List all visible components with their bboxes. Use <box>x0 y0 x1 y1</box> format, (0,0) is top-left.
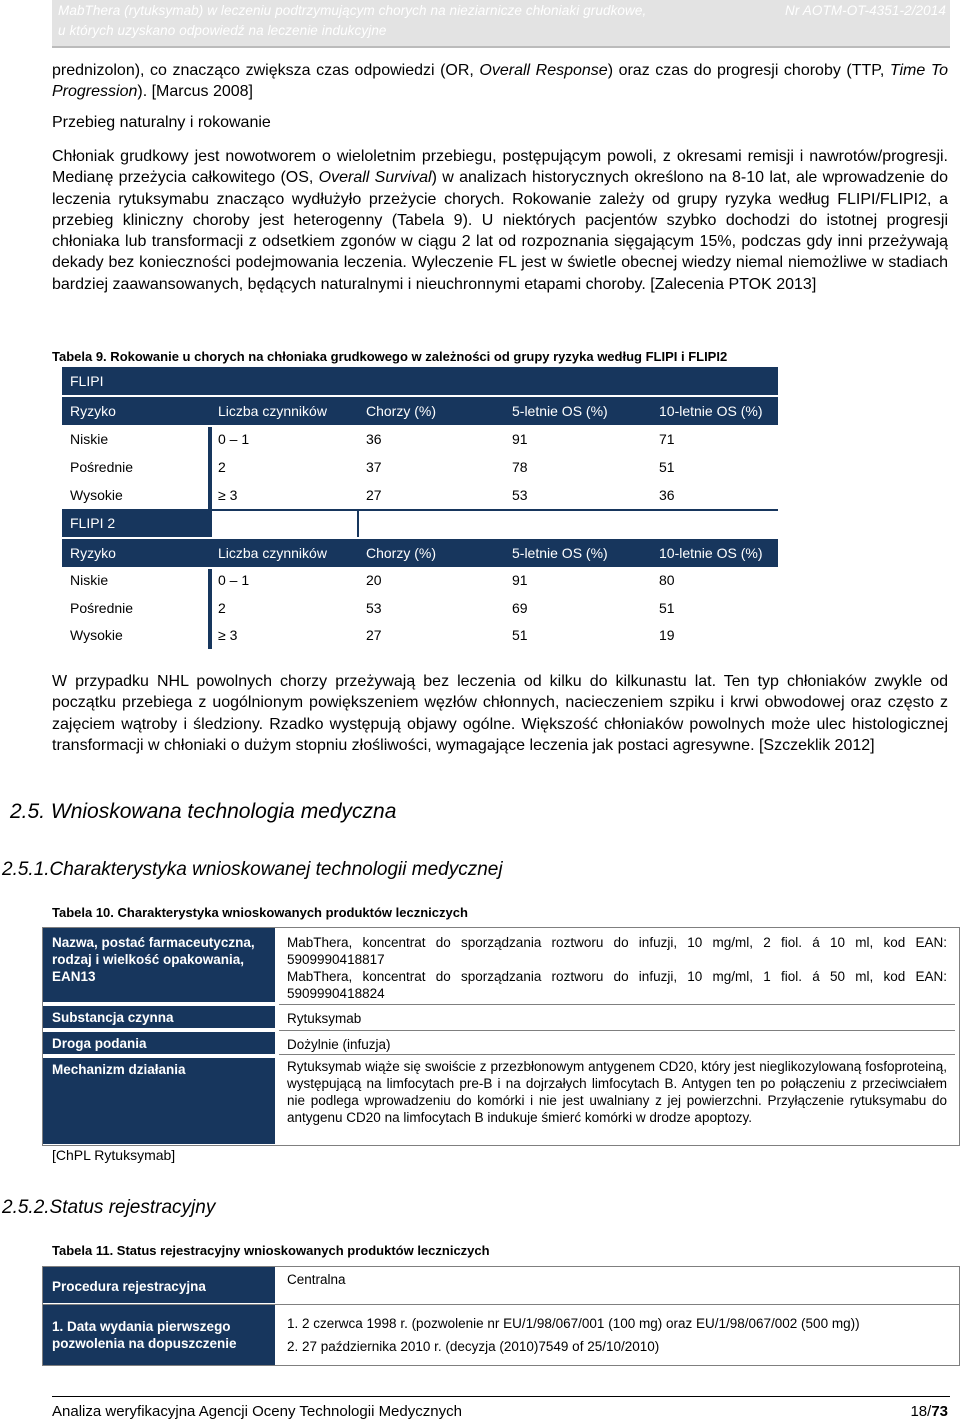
course-paragraph: Chłoniak grudkowy jest nowotworem o wieloletnim przebiegu, postępującym powoli, z okresami remisji i nawrotów/progresji. Medianę przeżycia całkowitego (OS, Overall Survival) w analizach historycznych określono na 8-10 lat, ale wprowadzenie do leczenia rytuksymabu znacząco wydłużyło przeżycie chorych. Rokowanie zależy od grupy ryzyka według FLIPI/FLIPI2, a przebieg kliniczny choroby jest heterogenny (Tabela 9). U niektórych pacjentów szybko dochodzi do istotnej progresji chłoniaka lub transformacji z odsetkiem zgonów w ciągu 2 lat od rozpoznania sięgającym 15%, podczas gdy inni przeżywają dekady bez konieczności podejmowania leczenia. Wyleczenie FL jest w świetle obecnej wiedzy niemal niemożliwe w stadiach bardziej zaawansowanych, będących naturalnymi i nieuchronnymi etapami choroby. [Zalecenia PTOK 2013] <box>52 148 949 293</box>
table11 <box>42 1266 960 1366</box>
table-cell: ≥ 3 <box>218 487 238 503</box>
table-cell: 37 <box>366 459 382 475</box>
table10-source: [ChPL Rytuksymab] <box>52 1147 176 1163</box>
intro-paragraph: prednizolon), co znacząco zwiększa czas odpowiedzi (OR, Overall Response) oraz czas do progresji choroby (TTP, Time To Progression). [Marcus 2008] <box>52 62 949 101</box>
table-cell: Wysokie <box>70 487 123 503</box>
table10-label-cell: Nazwa, postać farmaceutyczna, rodzaj i wielkość opakowania, EAN13 <box>43 928 275 1002</box>
table-cell: 2 <box>218 459 226 475</box>
section-heading-2-5: 2.5. Wnioskowana technologia medyczna <box>10 800 397 823</box>
table-cell: Pośrednie <box>70 459 134 475</box>
table11-caption: Tabela 11. Status rejestracyjny wnioskowanych produktów leczniczych <box>52 1243 490 1258</box>
column-header: Chorzy (%) <box>366 403 437 419</box>
column-header: Liczba czynników <box>218 403 327 419</box>
footer-text: Analiza weryfikacyjna Agencji Oceny Technologii Medycznych <box>52 1403 462 1420</box>
table-cell: 19 <box>659 627 675 643</box>
table-cell: 53 <box>512 487 528 503</box>
table-cell: 20 <box>366 572 382 588</box>
table10-label-cell: Substancja czynna <box>43 1006 275 1028</box>
table-cell: 80 <box>659 572 675 588</box>
table-cell: 27 <box>366 487 382 503</box>
table-cell: 91 <box>512 572 528 588</box>
header-document-ref: Nr AOTM-OT-4351-2/2014 <box>784 3 946 18</box>
running-header <box>52 0 950 48</box>
table10-value-cell: Dożylnie (infuzja) <box>287 1037 391 1052</box>
column-header: Ryzyko <box>70 403 116 419</box>
table9-header-row-2 <box>62 539 778 567</box>
column-header: Ryzyko <box>70 545 116 561</box>
table10-value-cell: Rytuksymab wiąże się swoiście z przezbłonowym antygenem CD20, który jest nieglikozylowaną fosfoproteiną, występującą na limfocytach pre-B i na dojrzałych limfocytach B. Antygen ten po połączeniu z przeciwciałem nie podlega wprowadzeniu do komórki i nie jest uwalniany z jej powierzchni. Przyłączenie rytuksymabu do antygenu CD20 na limfocytach B indukuje śmierć komórki w drodze apoptozy. <box>287 1059 947 1125</box>
table-cell: 0 – 1 <box>218 572 250 588</box>
table10-caption: Tabela 10. Charakterystyka wnioskowanych produktów leczniczych <box>52 905 468 920</box>
column-header: 5-letnie OS (%) <box>512 403 608 419</box>
table9-flipi2-label: FLIPI 2 <box>70 515 116 531</box>
header-title-line1: MabThera (rytuksymab) w leczeniu podtrzymującym chorych na nieziarnicze chłoniaki grudkowe, <box>58 3 647 18</box>
table-cell: 51 <box>659 459 675 475</box>
column-header: 10-letnie OS (%) <box>659 545 763 561</box>
table-cell: Wysokie <box>70 627 123 643</box>
table-cell: Niskie <box>70 572 109 588</box>
table-cell: 51 <box>659 600 675 616</box>
table10-value-cell: Rytuksymab <box>287 1011 362 1026</box>
header-title-line2: u których uzyskano odpowiedź na leczenie indukcyjne <box>58 23 387 38</box>
table10-label-cell: Mechanizm działania <box>43 1058 275 1144</box>
footer-rule <box>52 1396 950 1397</box>
table10 <box>42 927 960 1146</box>
table9-header-row <box>62 397 778 425</box>
table-cell: 51 <box>512 627 528 643</box>
table-cell: 69 <box>512 600 528 616</box>
table11-value-cell: 1. 2 czerwca 1998 r. (pozwolenie nr EU/1/98/067/001 (100 mg) oraz EU/1/98/067/002 (500 mg)) 2. 27 października 2010 r. (decyzja (2010)7549 of 25/10/2010) <box>287 1316 860 1354</box>
table9 <box>62 367 778 649</box>
column-header: Liczba czynników <box>218 545 327 561</box>
table11-label-cell: Procedura rejestracyjna <box>43 1267 275 1303</box>
table9-flipi-label: FLIPI <box>70 373 104 389</box>
table-cell: 36 <box>366 431 382 447</box>
nhl-paragraph: W przypadku NHL powolnych chorzy przeżywają bez leczenia od kilku do kilkunastu lat. Ten typ chłoniaków zwykle od początku przebiega z uogólnionym powiększeniem węzłów chłonnych, nacieczeniem szpiku i krwi obwodowej oraz często z zajęciem wątroby i śledziony. Rzadko występują objawy ogólne. Większość chłoniaków powolnych może ulec histologicznej transformacji w chłoniaki o dużym stopniu złośliwości, wymagające leczenia jak postaci agresywne. [Szczeklik 2012] <box>52 673 948 754</box>
table-cell: 53 <box>366 600 382 616</box>
table9-flipi-band <box>62 367 778 395</box>
table-cell: 78 <box>512 459 528 475</box>
column-header: 5-letnie OS (%) <box>512 545 608 561</box>
table-cell: Pośrednie <box>70 600 134 616</box>
table-cell: 2 <box>218 600 226 616</box>
table10-value-cell: MabThera, koncentrat do sporządzania roztworu do infuzji, 10 mg/ml, 2 fiol. á 10 ml, kod EAN: 5909990418817 MabThera, koncentrat do sporządzania roztworu do infuzji, 10 mg/ml, 1 fiol. á 50 ml, kod EAN: 5909990418824 <box>287 935 947 1001</box>
table9-caption: Tabela 9. Rokowanie u chorych na chłoniaka grudkowego w zależności od grupy ryzyka według FLIPI i FLIPI2 <box>52 349 728 364</box>
table-cell: 0 – 1 <box>218 431 250 447</box>
table-cell: ≥ 3 <box>218 627 238 643</box>
page-number: 18/73 <box>910 1403 948 1420</box>
table-cell: 27 <box>366 627 382 643</box>
table11-value-cell: Centralna <box>287 1272 346 1287</box>
table10-label-cell: Droga podania <box>43 1032 275 1054</box>
table-cell: 91 <box>512 431 528 447</box>
table11-label-cell: 1. Data wydania pierwszego pozwolenia na dopuszczenie <box>43 1305 275 1365</box>
table-cell: 36 <box>659 487 675 503</box>
column-header: 10-letnie OS (%) <box>659 403 763 419</box>
section-heading-2-5-1: 2.5.1.Charakterystyka wnioskowanej technologii medycznej <box>2 859 503 880</box>
table-cell: 71 <box>659 431 675 447</box>
section-heading-2-5-2: 2.5.2.Status rejestracyjny <box>2 1197 216 1218</box>
column-header: Chorzy (%) <box>366 545 437 561</box>
table-cell: Niskie <box>70 431 109 447</box>
section-heading-course: Przebieg naturalny i rokowanie <box>52 114 271 131</box>
